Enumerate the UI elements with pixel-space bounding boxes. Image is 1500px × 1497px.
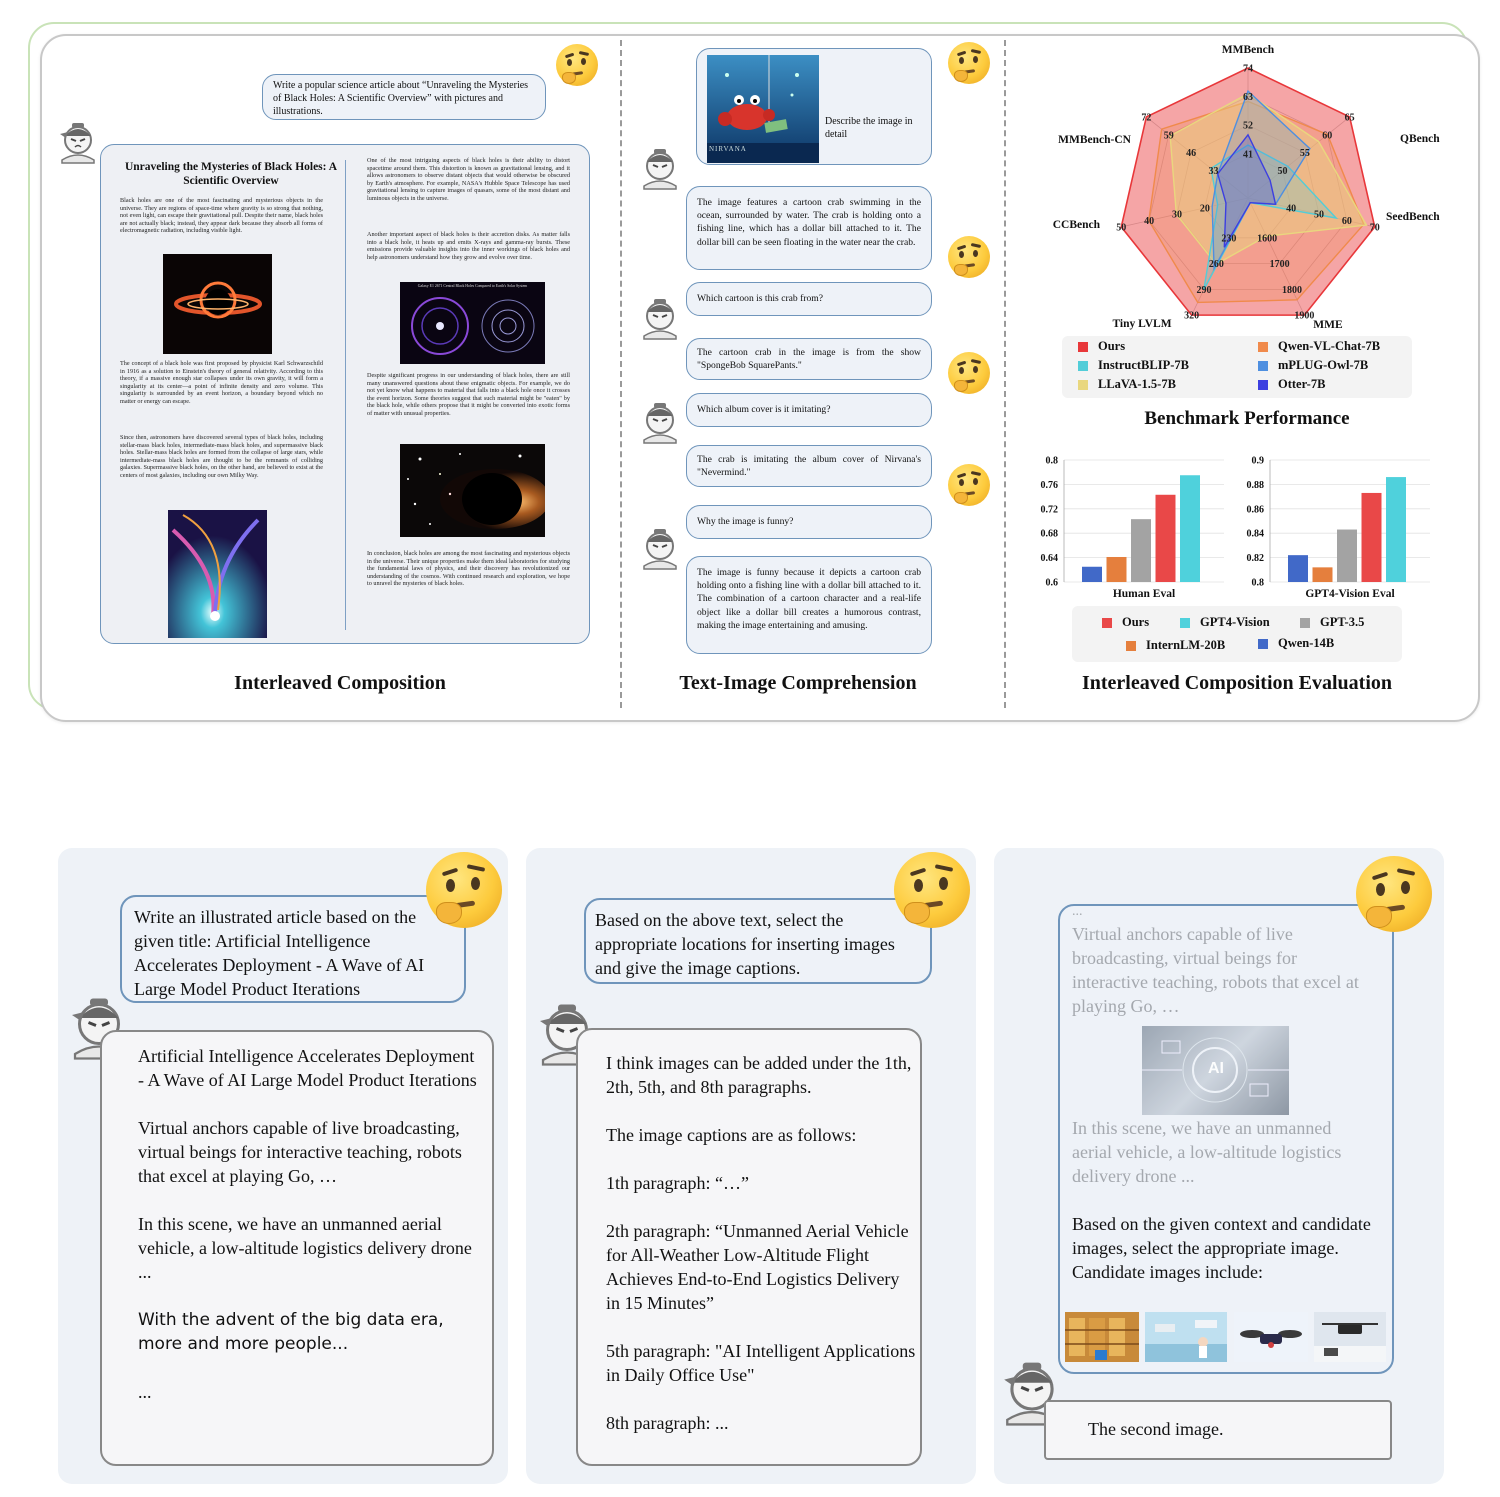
radar-legend-label: Ours — [1098, 339, 1126, 353]
bar-legend-swatch — [1180, 618, 1190, 628]
black-hole-image-3 — [168, 510, 267, 638]
radar-legend-label: LLaVA-1.5-7B — [1098, 377, 1176, 391]
bar-x-label: Human Eval — [1112, 588, 1176, 600]
radar-tick-label: 40 — [1286, 203, 1297, 215]
question-describe: Describe the image in detail — [825, 116, 913, 140]
thinking-emoji-icon — [948, 352, 990, 394]
radar-axis-name: MME — [1313, 319, 1343, 331]
p2-prompt-bubble — [584, 898, 932, 984]
thinking-emoji-icon — [894, 852, 970, 928]
candidate-image-4[interactable] — [1314, 1312, 1386, 1362]
bar-legend-label: GPT4-Vision — [1200, 615, 1270, 629]
answer-bubble-1 — [686, 338, 932, 380]
bar-tick-label: 0.8 — [1251, 577, 1264, 589]
bar-gpt-3-5 — [1131, 519, 1151, 582]
radar-tick-label: 230 — [1221, 233, 1237, 245]
bar-qwen-14b — [1082, 567, 1102, 582]
answer-album: The crab is imitating the album cover of Nirvana's "Nevermind." — [697, 454, 921, 479]
bar-legend-label: Ours — [1122, 615, 1150, 629]
ai-badge: AI — [1208, 1060, 1224, 1077]
bar-ours — [1156, 495, 1176, 582]
radar-tick-label: 50 — [1313, 209, 1324, 221]
p2-prompt: Based on the above text, select the appropriate locations for inserting images and give the image captions. — [595, 910, 895, 978]
bar-tick-label: 0.8 — [1045, 455, 1058, 467]
thinking-emoji-icon — [556, 44, 598, 86]
bar-internlm-20b — [1107, 557, 1127, 582]
radar-tick-label: 70 — [1369, 222, 1380, 234]
candidate-image-2[interactable] — [1145, 1312, 1227, 1362]
bar-chart-human-eval — [1030, 450, 1240, 602]
radar-tick-label: 20 — [1199, 203, 1210, 215]
p3-instruction: Based on the given context and candidate images, select the appropriate image. Candidate images include: — [1072, 1214, 1371, 1282]
radar-tick-label: 260 — [1208, 259, 1224, 271]
radar-tick-label: 55 — [1299, 148, 1310, 160]
radar-axis-name: MMBench-CN — [1058, 134, 1131, 146]
section-title-evaluation: Interleaved Composition Evaluation — [1081, 672, 1393, 694]
p3-answer: The second image. — [1088, 1419, 1224, 1439]
radar-tick-label: 50 — [1277, 165, 1288, 177]
radar-chart — [1010, 40, 1476, 336]
radar-tick-label: 33 — [1208, 165, 1219, 177]
radar-legend-swatch — [1078, 361, 1088, 371]
radar-tick-label: 1900 — [1294, 310, 1315, 322]
article-col2-p1: One of the most intriguing aspects of black holes is their ability to distort spacetime around them. This distortion is known as gravitational lensing, and it allows astronomers to observe distant objects that would otherwise be obscured by Earth's atmosphere. For example, NASA's Hubble Space Telescope has used gravitational lensing to capture images of quasars, some of the most distant and luminous objects in the universe. — [367, 157, 570, 202]
composition-prompt-bubble — [262, 74, 546, 120]
bar-gpt4-vision — [1180, 475, 1200, 582]
p3-dots: ... — [1072, 904, 1083, 919]
bar-legend-label: GPT-3.5 — [1320, 615, 1365, 629]
radar-legend-label: mPLUG-Owl-7B — [1278, 358, 1369, 372]
p3-faded-para-1: Virtual anchors capable of live broadcasting, virtual beings for interactive teaching, robots that excel at playing Go, … — [1072, 924, 1359, 1016]
question-funny: Why the image is funny? — [697, 516, 794, 527]
radar-tick-label: 52 — [1243, 120, 1253, 132]
radar-legend-swatch — [1078, 380, 1088, 390]
black-hole-image-4 — [400, 444, 545, 537]
radar-tick-label: 65 — [1344, 112, 1355, 124]
article-col2-p4: In conclusion, black holes are among the most fascinating and mysterious objects in the universe. Their unique properties make them ideal laboratories for studying the fundamental laws of physics, and their discovery has revolutionized our understanding of the cosmos. With continued research and exploration, we hope to unravel the mysteries of black holes. — [367, 550, 570, 588]
article-col1-p1: Black holes are one of the most fascinating and mysterious objects in the universe. They are regions of space-time where gravity is so strong that nothing, not even light, can escape their gravitational pull. Despite their name, black holes are not actually black; instead, they appear dark because they absorb all forms of electromagnetic radiation, including visible light. — [120, 197, 323, 235]
bar-tick-label: 0.82 — [1246, 553, 1264, 565]
bar-tick-label: 0.6 — [1045, 577, 1058, 589]
radar-legend-swatch — [1258, 342, 1268, 352]
thinking-emoji-icon — [948, 464, 990, 506]
p2-line-6: 8th paragraph: ... — [606, 1413, 729, 1433]
candidate-image-1[interactable] — [1065, 1312, 1139, 1362]
answer-cartoon: The cartoon crab in the image is from the show "SpongeBob SquarePants." — [697, 347, 921, 372]
radar-tick-label: 320 — [1184, 310, 1200, 322]
black-hole-image-2-caption: Galaxy E1 2671 Central Black Holes Compared to Earth's Solar System — [417, 284, 528, 288]
bar-tick-label: 0.86 — [1246, 504, 1264, 516]
bar-gpt-3-5 — [1337, 530, 1357, 582]
radar-tick-label: 72 — [1141, 112, 1152, 124]
p1-para-2: In this scene, we have an unmanned aerial vehicle, a low-altitude logistics delivery drone ... — [138, 1214, 472, 1282]
p2-line-2: The image captions are as follows: — [606, 1125, 857, 1145]
answer-funny: The image is funny because it depicts a cartoon crab holding onto a fishing line with a dollar bill attached to it. The combination of a cartoon character and a real-life object like a dollar bill creates a humorous contrast, making the image entertaining and amusing. — [697, 567, 921, 631]
question-bubble-3 — [686, 505, 932, 539]
album-cover-text: NIRVANA — [709, 145, 747, 153]
bar-legend-swatch — [1102, 618, 1112, 628]
radar-tick-label: 290 — [1196, 284, 1212, 296]
question-bubble-1 — [686, 282, 932, 316]
radar-legend-label: InstructBLIP-7B — [1098, 358, 1189, 372]
bar-tick-label: 0.84 — [1246, 528, 1264, 540]
bar-tick-label: 0.76 — [1040, 479, 1058, 491]
bar-tick-label: 0.72 — [1040, 504, 1058, 516]
article-col1-p2: The concept of a black hole was first proposed by physicist Karl Schwarzschild in 1916 as a solution to Einstein's theory of general relativity. According to this theory, if a massive enough star collapses under its own gravity, it will form a singularity at its center—a point of infinite density and zero volume. This singularity is surrounded by an event horizon, a boundary beyond which no matter or energy can escape. — [120, 360, 323, 405]
bar-tick-label: 0.68 — [1040, 528, 1058, 540]
question-bubble-2 — [686, 393, 932, 427]
question-image-bubble — [696, 48, 932, 165]
radar-tick-label: 74 — [1243, 63, 1253, 75]
p1-article — [138, 1044, 482, 1404]
bar-qwen-14b — [1288, 555, 1308, 582]
article-column-divider — [345, 160, 346, 630]
radar-axis-name: Tiny LVLM — [1112, 318, 1172, 330]
radar-tick-label: 60 — [1341, 216, 1352, 228]
radar-tick-label: 50 — [1116, 222, 1127, 234]
radar-tick-label: 1700 — [1269, 259, 1290, 271]
article-col2-p2: Another important aspect of black holes is their accretion disks. As matter falls into a black hole, it heats up and emits X-rays and gamma-ray bursts. These emissions provide valuable insights into the inner workings of black holes and help astronomers understand how they grow and evolve over time. — [367, 231, 570, 261]
p1-article-title: Artificial Intelligence Accelerates Deployment - A Wave of AI Large Model Product Iterations — [138, 1046, 477, 1090]
question-album: Which album cover is it imitating? — [697, 404, 831, 415]
p2-line-4: 2th paragraph: “Unmanned Aerial Vehicle for All-Weather Low-Altitude Flight Achieves End-to-End Logistics Delivery in 15 Minutes” — [606, 1221, 909, 1313]
answer-describe: The image features a cartoon crab swimming in the ocean, surrounded by water. The crab is holding onto a fishing line, which has a dollar bill attached to it. The dollar bill can be seen floating in the water near the crab. — [697, 197, 921, 248]
radar-tick-label: 30 — [1172, 209, 1183, 221]
p2-answer — [606, 1051, 916, 1435]
answer-bubble-0 — [686, 186, 932, 270]
p3-context — [1072, 902, 1372, 1018]
radar-axis-name: SeedBench — [1386, 211, 1440, 223]
bar-gpt4-vision — [1386, 477, 1406, 582]
article-title: Unraveling the Mysteries of Black Holes: A Scientific Overview — [124, 161, 338, 187]
radar-axis-name: QBench — [1400, 133, 1440, 145]
radar-legend-swatch — [1258, 380, 1268, 390]
p1-para-4: ... — [138, 1382, 152, 1402]
p3-faded-para-2: In this scene, we have an unmanned aerial vehicle, a low-altitude logistics delivery drone ... — [1072, 1118, 1342, 1186]
bar-tick-label: 0.9 — [1251, 455, 1264, 467]
robot-avatar-icon — [638, 526, 682, 570]
p1-prompt: Write an illustrated article based on the given title: Artificial Intelligence Accelerates Deployment - A Wave of AI Large Model Product Iterations — [134, 907, 425, 999]
radar-legend-label: Qwen-VL-Chat-7B — [1278, 339, 1381, 353]
bar-legend-swatch — [1300, 618, 1310, 628]
black-hole-image-2 — [400, 282, 545, 364]
bar-legend-label: InternLM-20B — [1146, 638, 1226, 652]
thinking-emoji-icon — [948, 236, 990, 278]
robot-avatar-icon — [638, 146, 682, 190]
radar-legend-swatch — [1258, 361, 1268, 371]
p2-line-1: I think images can be added under the 1th, 2th, 5th, and 8th paragraphs. — [606, 1053, 912, 1097]
radar-axis-name: MMBench — [1221, 44, 1275, 56]
radar-tick-label: 63 — [1243, 92, 1253, 104]
question-cartoon: Which cartoon is this crab from? — [697, 293, 824, 304]
black-hole-image-1 — [163, 254, 272, 354]
article-col2-p3: Despite significant progress in our understanding of black holes, there are still many unanswered questions about these enigmatic objects. For example, we do not yet know what happens to material that falls into a black hole once it crosses the event horizon. Some theories suggest that such material might be "eaten" by the black hole, while others propose that it might be converted into exotic forms of matter with unusual properties. — [367, 372, 570, 417]
bar-internlm-20b — [1313, 567, 1333, 582]
divider-1 — [620, 40, 622, 708]
robot-avatar-icon — [638, 400, 682, 444]
radar-tick-label: 40 — [1144, 216, 1155, 228]
bar-legend-swatch — [1126, 641, 1136, 651]
divider-2 — [1004, 40, 1006, 708]
radar-tick-label: 46 — [1186, 148, 1197, 160]
bar-ours — [1362, 493, 1382, 582]
thinking-emoji-icon — [948, 42, 990, 84]
article-col1-p3: Since then, astronomers have discovered several types of black holes, including stellar-mass black holes, intermediate-mass black holes, and supermassive black holes. Stellar-mass black holes are formed from the collapse of large stars, while intermediate-mass black holes are thought to be the remnants of colliding galaxies. Supermassive black holes, on the other hand, are believed to exist at the centers of most galaxies, including our own Milky Way. — [120, 434, 323, 479]
radar-tick-label: 1800 — [1281, 284, 1302, 296]
ai-image — [1142, 1026, 1289, 1115]
section-title-composition: Interleaved Composition — [234, 672, 446, 694]
p2-line-5: 5th paragraph: "AI Intelligent Applications in Daily Office Use" — [606, 1341, 916, 1385]
bar-tick-label: 0.64 — [1040, 553, 1058, 565]
p1-para-1: Virtual anchors capable of live broadcasting, virtual beings for interactive teaching, robots that excel at playing Go, … — [138, 1118, 462, 1186]
radar-tick-label: 41 — [1243, 149, 1253, 161]
bar-tick-label: 0.88 — [1246, 479, 1264, 491]
candidate-image-3[interactable] — [1234, 1312, 1308, 1362]
robot-avatar-icon — [56, 120, 100, 164]
radar-tick-label: 60 — [1322, 130, 1333, 142]
robot-avatar-icon — [638, 296, 682, 340]
bar-legend-swatch — [1258, 639, 1268, 649]
answer-bubble-3 — [686, 556, 932, 654]
p2-line-3: 1th paragraph: “…” — [606, 1173, 749, 1193]
radar-tick-label: 59 — [1163, 130, 1174, 142]
answer-bubble-2 — [686, 445, 932, 487]
section-title-comprehension: Text-Image Comprehension — [679, 672, 917, 694]
bar-legend-label: Qwen-14B — [1278, 636, 1335, 650]
benchmark-title: Benchmark Performance — [1144, 408, 1350, 429]
p1-para-3: With the advent of the big data era, more and more people... — [138, 1310, 444, 1354]
radar-tick-label: 1600 — [1257, 233, 1278, 245]
p1-prompt-bubble — [120, 895, 466, 1003]
radar-legend-swatch — [1078, 342, 1088, 352]
radar-axis-name: CCBench — [1052, 219, 1100, 231]
thinking-emoji-icon — [426, 852, 502, 928]
bar-chart-gpt4v-eval — [1236, 450, 1446, 602]
bar-x-label: GPT4-Vision Eval — [1305, 588, 1395, 600]
radar-legend-label: Otter-7B — [1278, 377, 1326, 391]
composition-prompt: Write a popular science article about “Unraveling the Mysteries of Black Holes: A Scientific Overview” with pictures and illustrations. — [273, 80, 529, 117]
